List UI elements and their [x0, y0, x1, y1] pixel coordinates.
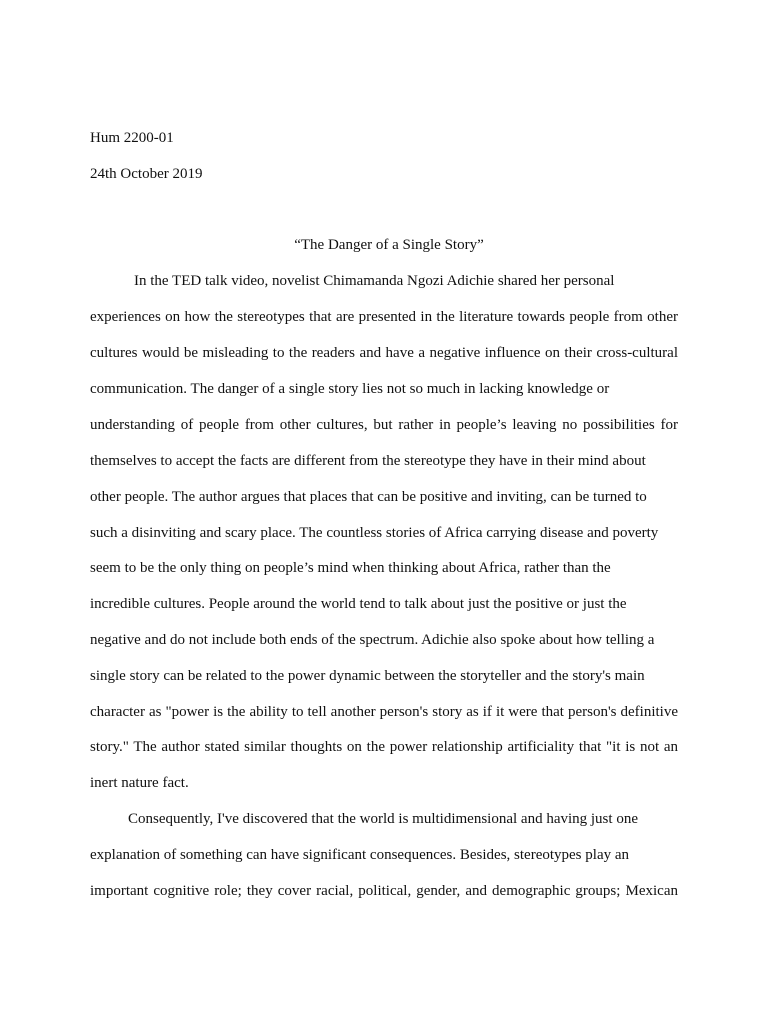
paragraph-1-line: character as "power is the ability to tell another person's story as if it were that person's definitive — [90, 704, 678, 720]
course-code: Hum 2200-01 — [90, 130, 174, 146]
paragraph-1-line: inert nature fact. — [90, 775, 189, 791]
paragraph-2-line: explanation of something can have significant consequences. Besides, stereotypes play an — [90, 847, 630, 863]
paragraph-2-line: Consequently, I've discovered that the world is multidimensional and having just one — [128, 811, 638, 827]
paragraph-1-line: single story can be related to the power dynamic between the storyteller and the story's main — [90, 668, 645, 684]
paragraph-1-line: such a disinviting and scary place. The countless stories of Africa carrying disease and poverty — [90, 525, 659, 541]
paragraph-2-line: important cognitive role; they cover racial, political, gender, and demographic groups; Mexican — [90, 883, 678, 899]
paragraph-1-line: themselves to accept the facts are different from the stereotype they have in their mind about — [90, 453, 646, 469]
essay-title: “The Danger of a Single Story” — [294, 237, 484, 253]
paragraph-1-line: seem to be the only thing on people’s mind when thinking about Africa, rather than the — [90, 560, 611, 576]
essay-date: 24th October 2019 — [90, 166, 203, 182]
paragraph-1-line: cultures would be misleading to the readers and have a negative influence on their cross-cultural — [90, 345, 678, 361]
paragraph-1-line: story." The author stated similar thoughts on the power relationship artificiality that "it is not an — [90, 739, 678, 755]
paragraph-1-line: understanding of people from other cultures, but rather in people’s leaving no possibilities for — [90, 417, 678, 433]
paragraph-1-line: experiences on how the stereotypes that are presented in the literature towards people from other — [90, 309, 678, 325]
paragraph-1-line: communication. The danger of a single story lies not so much in lacking knowledge or — [90, 381, 610, 397]
paragraph-1-line: negative and do not include both ends of the spectrum. Adichie also spoke about how telling a — [90, 632, 655, 648]
paragraph-1-line: In the TED talk video, novelist Chimamanda Ngozi Adichie shared her personal — [134, 273, 615, 289]
paragraph-1-line: other people. The author argues that places that can be positive and inviting, can be turned to — [90, 489, 647, 505]
paragraph-1-line: incredible cultures. People around the world tend to talk about just the positive or just the — [90, 596, 627, 612]
